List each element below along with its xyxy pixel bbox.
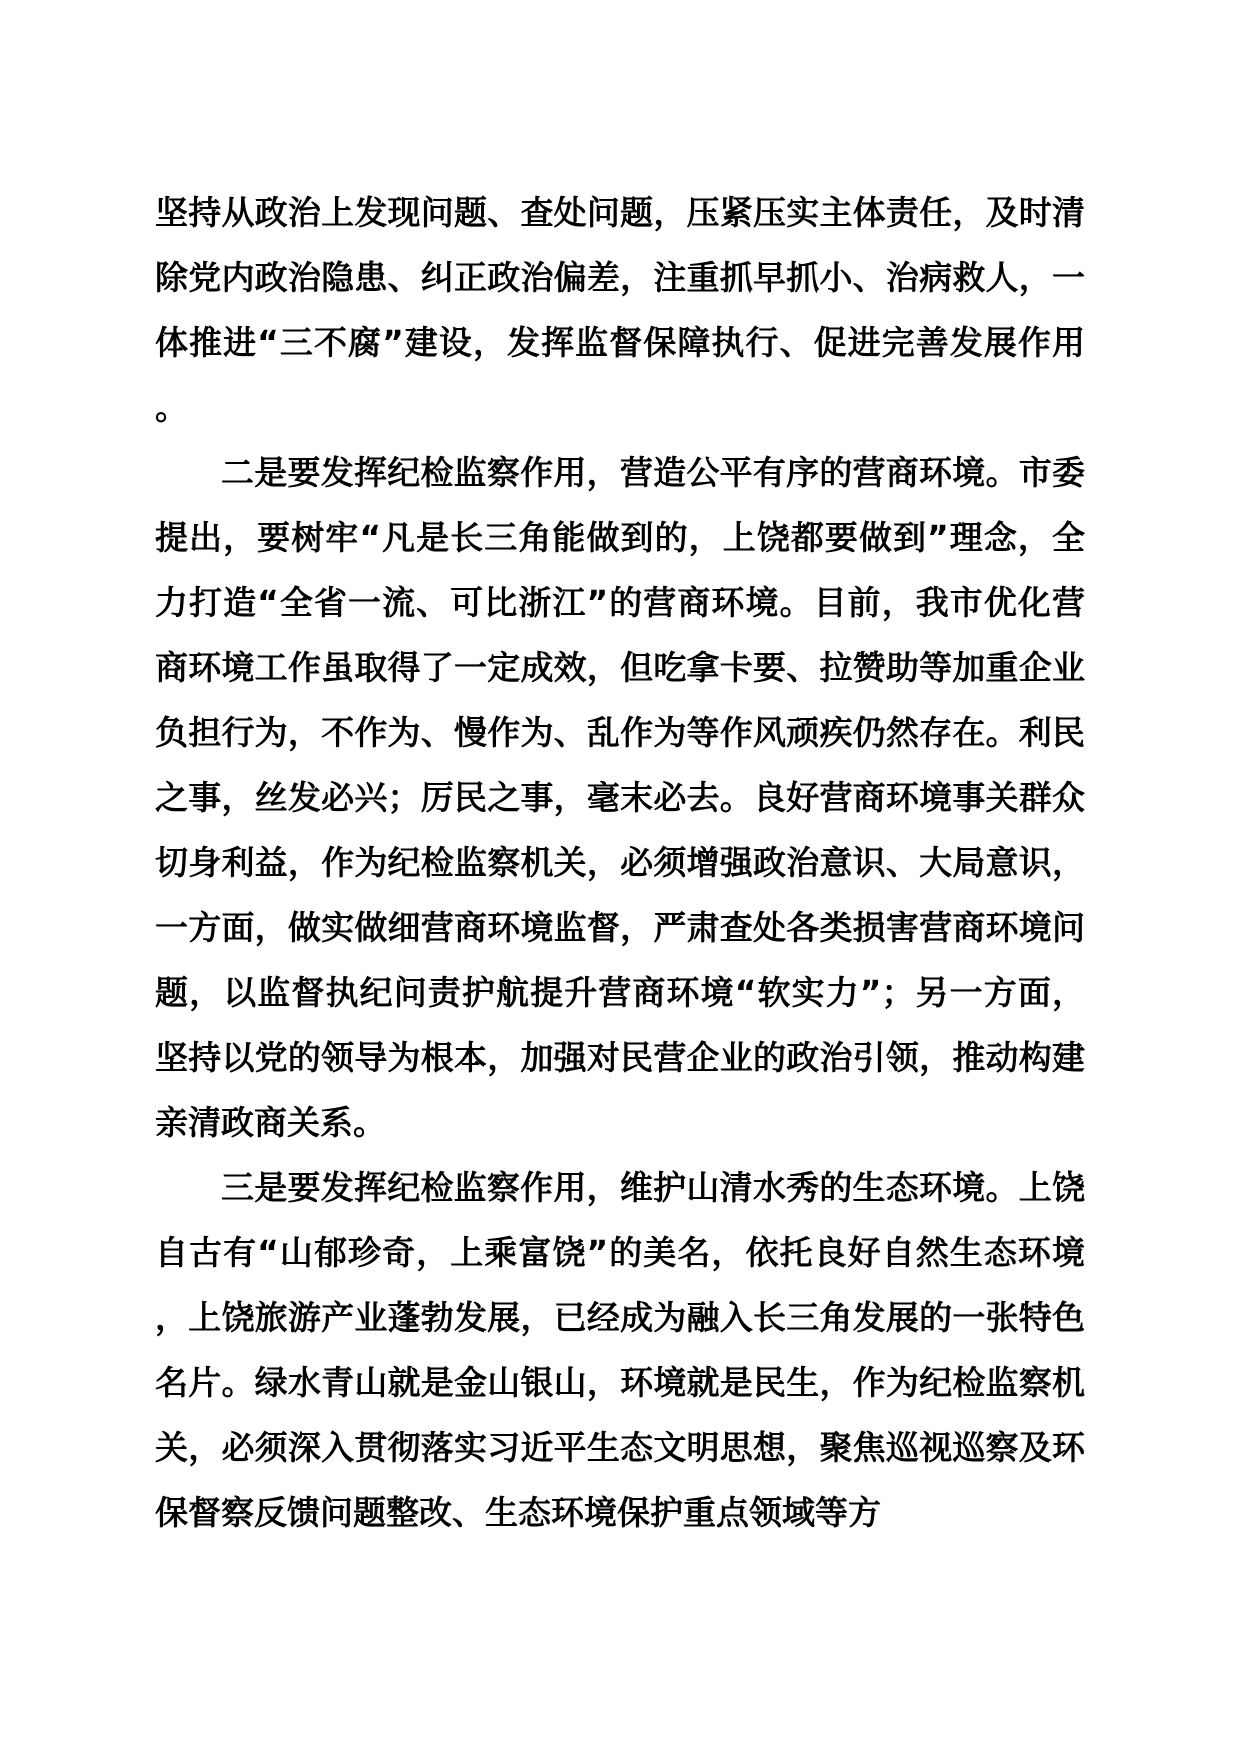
paragraph-1-continuation: 坚持从政治上发现问题、查处问题，压紧压实主体责任，及时清除党内政治隐患、纠正政治偏差，注重抓早抓小、治病救人，一体推进“三不腐”建设，发挥监督保障执行、促进完善发展作用。 xyxy=(155,193,1085,427)
body-text xyxy=(155,180,1085,1545)
paragraph-2-business-environment: 二是要发挥纪检监察作用，营造公平有序的营商环境。市委提出，要树牢“凡是长三角能做到的，上饶都要做到”理念，全力打造“全省一流、可比浙江”的营商环境。目前，我市优化营商环境工作虽取得了一定成效，但吃拿卡要、拉赞助等加重企业负担行为，不作为、慢作为、乱作为等作风顽疾仍然存在。利民之事，丝发必兴；厉民之事，毫末必去。良好营商环境事关群众切身利益，作为纪检监察机关，必须增强政治意识、大局意识，一方面，做实做细营商环境监督，严肃查处各类损害营商环境问题，以监督执纪问责护航提升营商环境“软实力”；另一方面，坚持以党的领导为根本，加强对民营企业的政治引领，推动构建亲清政商关系。 xyxy=(155,453,1085,1142)
paragraph-3-ecological-environment: 三是要发挥纪检监察作用，维护山清水秀的生态环境。上饶自古有“山郁珍奇，上乘富饶”的美名，依托良好自然生态环境，上饶旅游产业蓬勃发展，已经成为融入长三角发展的一张特色名片。绿水青山就是金山银山，环境就是民生，作为纪检监察机关，必须深入贯彻落实习近平生态文明思想，聚焦巡视巡察及环保督察反馈问题整改、生态环境保护重点领域等方 xyxy=(155,1168,1085,1532)
